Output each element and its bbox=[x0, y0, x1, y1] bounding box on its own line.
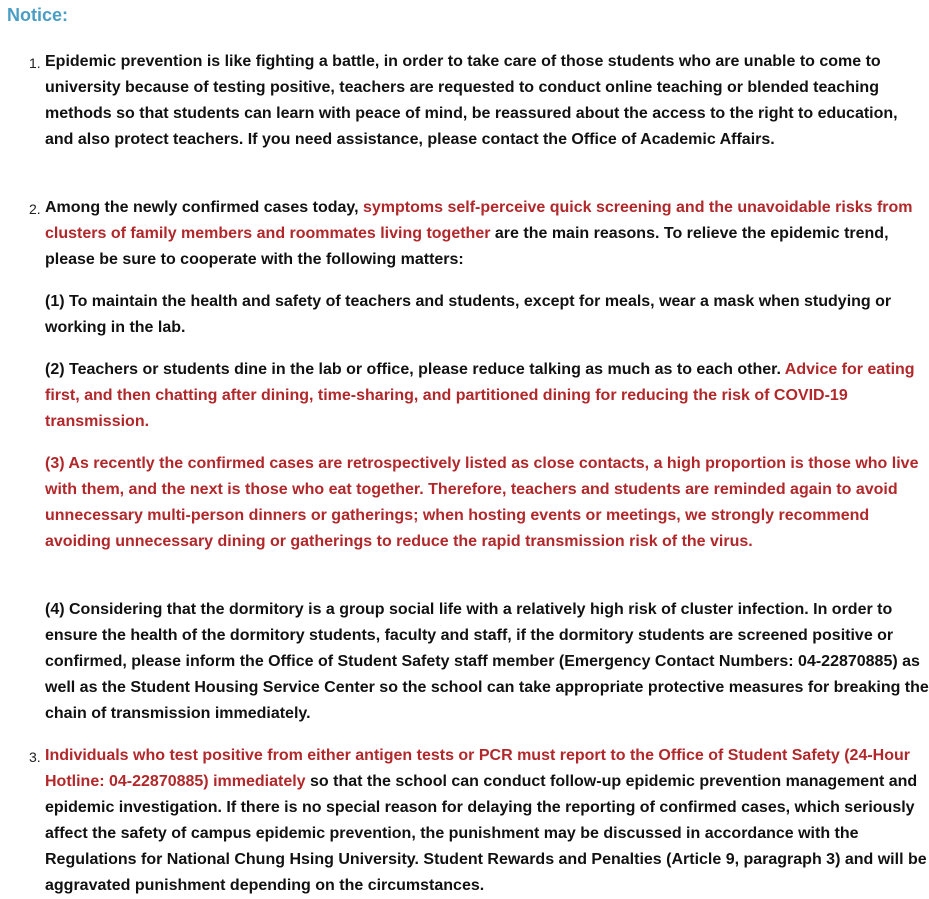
item-3-highlight: Individuals who test positive from either antigen tests or PCR must report to the Office of Student Safety (24-Hour Hotline: 04-22870885) immediately bbox=[45, 747, 910, 790]
item-2-sub-3: (3) As recently the confirmed cases are retrospectively listed as close contacts, a high proportion is those who live with them, and the next is those who eat together. Therefore, teachers and students are reminded again to avoid unnecessary multi-person dinners or gatherings; when hosting events or meetings, we strongly recommend avoiding unnecessary dining or gatherings to reduce the rapid transmission risk of the virus. bbox=[45, 455, 919, 550]
item-2-intro-lead: Among the newly confirmed cases today, bbox=[45, 199, 363, 216]
item-2-intro-tail: are the main reasons. To relieve the epidemic trend, please be sure to cooperate with the following matters: bbox=[45, 225, 889, 268]
item-3-number: 3. bbox=[29, 749, 41, 765]
item-2-sub-2-lead: (2) Teachers or students dine in the lab or office, please reduce talking as much as to each other. bbox=[45, 361, 785, 378]
item-2-sub-2-highlight: Advice for eating first, and then chatting after dining, time-sharing, and partitioned dining for reducing the risk of COVID-19 transmission. bbox=[45, 361, 915, 430]
notice-heading: Notice: bbox=[7, 5, 69, 25]
item-2-intro-highlight: symptoms self-perceive quick screening and the unavoidable risks from clusters of family members and roommates living together bbox=[45, 199, 913, 242]
item-1-text: Epidemic prevention is like fighting a battle, in order to take care of those students who are unable to come to university because of testing positive, teachers are requested to conduct online teaching or blended teaching methods so that students can learn with peace of mind, be reassured about the access to the right to education, and also protect teachers. If you need assistance, please contact the Office of Academic Affairs. bbox=[45, 53, 898, 148]
item-2-sub-1: (1) To maintain the health and safety of teachers and students, except for meals, wear a mask when studying or working in the lab. bbox=[45, 293, 892, 336]
item-2-sub-2 bbox=[45, 357, 929, 435]
item-3-body: so that the school can conduct follow-up epidemic prevention management and epidemic investigation. If there is no special reason for delaying the reporting of confirmed cases, which seriously affect the safety of campus epidemic prevention, the punishment may be discussed in accordance with the Regulations for National Chung Hsing University. Student Rewards and Penalties (Article 9, paragraph 3) and will be aggravated punishment depending on the circumstances. bbox=[45, 773, 927, 894]
item-3-text bbox=[45, 743, 929, 899]
item-2-number: 2. bbox=[29, 201, 41, 217]
item-1-number: 1. bbox=[29, 55, 41, 71]
item-2-intro bbox=[45, 195, 929, 273]
item-2-sub-4: (4) Considering that the dormitory is a group social life with a relatively high risk of cluster infection. In order to ensure the health of the dormitory students, faculty and staff, if the dormitory students are screened positive or confirmed, please inform the Office of Student Safety staff member (Emergency Contact Numbers: 04-22870885) as well as the Student Housing Service Center so the school can take appropriate protective measures for breaking the chain of transmission immediately. bbox=[45, 601, 929, 722]
